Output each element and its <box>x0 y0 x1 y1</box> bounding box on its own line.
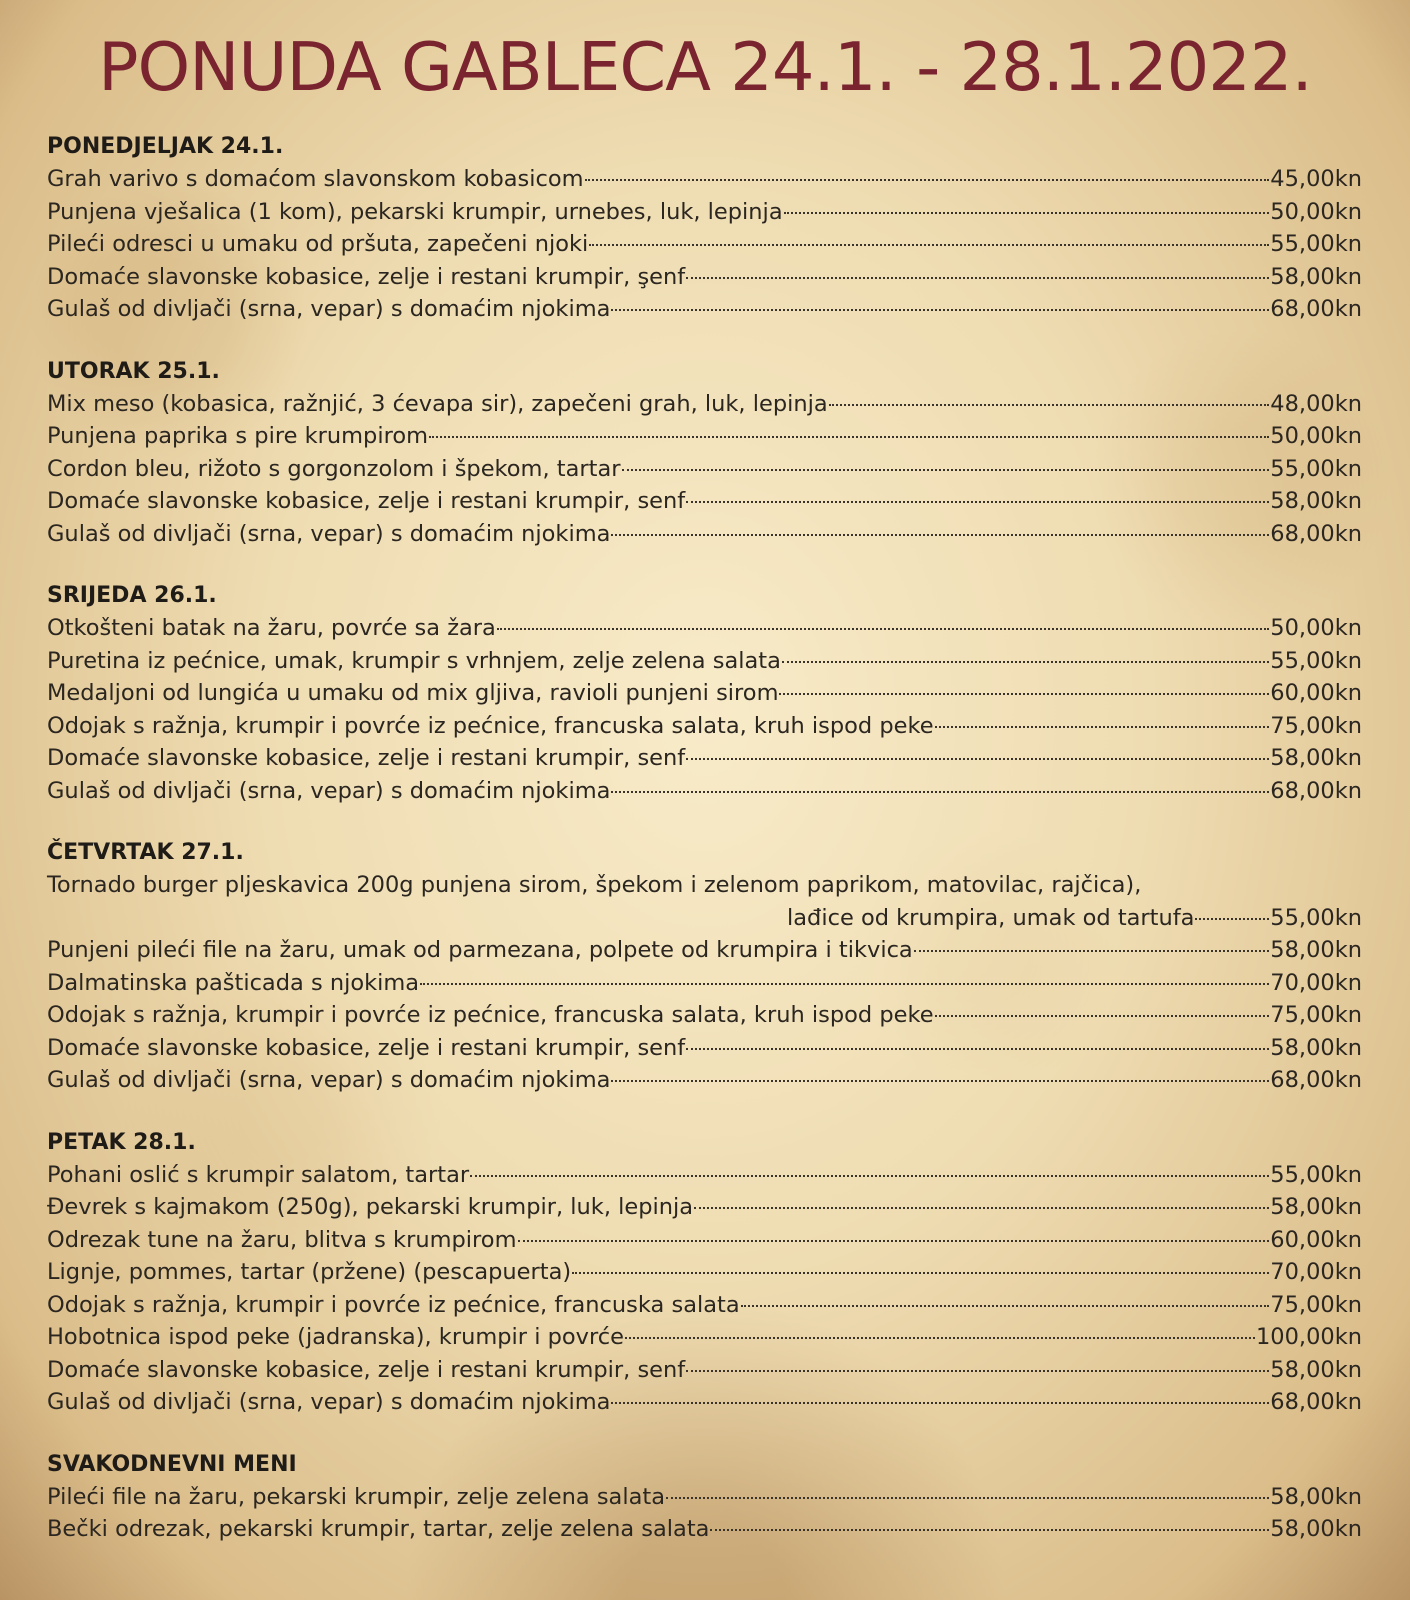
dot-leader <box>779 693 1269 695</box>
dot-leader <box>686 501 1269 503</box>
menu-item-price: 55,00kn <box>1270 904 1362 931</box>
menu-item-price: 58,00kn <box>1270 1194 1362 1220</box>
dot-leader <box>622 469 1270 471</box>
dot-leader <box>585 179 1270 181</box>
menu-item-name: Pileći odresci u umaku od pršuta, zapečeni njoki <box>47 231 589 257</box>
day-heading: SRIJEDA 26.1. <box>47 583 217 608</box>
menu-item <box>47 518 1362 551</box>
dot-leader <box>710 1529 1269 1531</box>
menu-item <box>47 1159 1362 1192</box>
menu-item <box>47 485 1362 518</box>
menu-item-price: 75,00kn <box>1270 712 1362 739</box>
menu-item-price: 55,00kn <box>1270 231 1362 257</box>
menu-item-name: Punjeni pileći file na žaru, umak od parmezana, polpete od krumpira i tikvica <box>47 937 913 963</box>
dot-leader <box>1195 918 1269 920</box>
menu-item-price: 70,00kn <box>1270 1259 1362 1285</box>
menu-item <box>47 163 1362 196</box>
menu-item <box>47 196 1362 229</box>
menu-item-name: Gulaš od divljači (srna, vepar) s domaćim njokima <box>47 1067 611 1093</box>
menu-item-name: Grah varivo s domaćom slavonskom kobasicom <box>47 166 584 192</box>
menu-item-name: Punjena vješalica (1 kom), pekarski krumpir, urnebes, luk, lepinja <box>47 198 783 225</box>
menu-item <box>47 710 1362 743</box>
menu-item-name: Mix meso (kobasica, ražnjić, 3 ćevapa sir), zapečeni grah, luk, lepinja <box>47 390 828 417</box>
menu-item-price: 58,00kn <box>1270 1356 1362 1383</box>
dot-leader <box>611 1080 1269 1082</box>
menu-item-price: 50,00kn <box>1270 615 1362 641</box>
menu-item-name: Domaće slavonske kobasice, zelje i restani krumpir, şenf <box>47 263 686 290</box>
menu-item-price: 68,00kn <box>1270 296 1362 322</box>
menu-item-price: 58,00kn <box>1270 1483 1362 1510</box>
menu-item-price: 75,00kn <box>1270 1291 1362 1318</box>
menu-item <box>47 775 1362 808</box>
dot-leader <box>686 758 1269 760</box>
menu-item-price: 60,00kn <box>1270 1226 1362 1253</box>
day-heading: PONEDJELJAK 24.1. <box>47 134 284 159</box>
dot-leader <box>829 404 1270 406</box>
day-heading: UTORAK 25.1. <box>47 358 220 384</box>
menu-item-name: Hobotnica ispod peke (jadranska), krumpir i povrće <box>47 1324 624 1350</box>
menu-item <box>47 1256 1362 1289</box>
menu-item-name: Domaće slavonske kobasice, zelje i restani krumpir, senf <box>47 488 686 514</box>
dot-leader <box>589 244 1269 246</box>
menu-item-price: 68,00kn <box>1270 520 1362 547</box>
menu-item-price: 70,00kn <box>1270 969 1362 996</box>
menu-item-name: Gulaš od divljači (srna, vepar) s domaćim njokima <box>47 777 611 804</box>
day-heading: PETAK 28.1. <box>47 1129 196 1155</box>
menu-item <box>47 261 1362 294</box>
menu-item <box>47 228 1362 261</box>
dot-leader <box>935 726 1270 728</box>
menu-item-price: 58,00kn <box>1270 937 1362 963</box>
menu-item-name-continued: lađice od krumpira, umak od tartufa <box>787 904 1195 931</box>
menu-item-name: Domaće slavonske kobasice, zelje i restani krumpir, senf <box>47 745 686 771</box>
menu-item-price: 55,00kn <box>1270 647 1362 674</box>
dot-leader <box>518 1240 1270 1242</box>
menu-item-price: 68,00kn <box>1270 1389 1362 1415</box>
dot-leader <box>611 309 1269 311</box>
menu-item-price: 48,00kn <box>1270 390 1362 417</box>
menu-item-name: Odojak s ražnja, krumpir i povrće iz pećnice, francuska salata, kruh ispod peke <box>47 1002 934 1028</box>
menu-item <box>47 612 1362 645</box>
dot-leader <box>741 1305 1270 1307</box>
menu-item <box>47 388 1362 421</box>
dot-leader <box>784 212 1270 214</box>
menu-item <box>47 293 1362 326</box>
menu-item <box>47 1289 1362 1322</box>
menu-item-price: 100,00kn <box>1255 1324 1362 1350</box>
menu-section <box>47 836 1362 1097</box>
menu-item <box>47 742 1362 775</box>
menu-item <box>47 677 1362 710</box>
menu-section <box>47 1448 1362 1546</box>
menu-list <box>47 130 1362 1575</box>
menu-item-price: 75,00kn <box>1270 1002 1362 1028</box>
menu-item <box>47 934 1362 967</box>
dot-leader <box>666 1497 1269 1499</box>
menu-item <box>47 967 1362 1000</box>
menu-item-price: 50,00kn <box>1270 423 1362 449</box>
menu-item-name: Odojak s ražnja, krumpir i povrće iz pećnice, francuska salata <box>47 1291 740 1318</box>
menu-item-price: 55,00kn <box>1270 1161 1362 1188</box>
menu-item <box>47 645 1362 678</box>
menu-item-price: 58,00kn <box>1270 488 1362 514</box>
dot-leader <box>686 1048 1269 1050</box>
menu-item-price: 68,00kn <box>1270 1067 1362 1093</box>
dot-leader <box>420 983 1269 985</box>
menu-item <box>47 1481 1362 1514</box>
menu-item-name: Pileći file na žaru, pekarski krumpir, zelje zelena salata <box>47 1483 665 1510</box>
dot-leader <box>935 1015 1270 1017</box>
page-title: PONUDA GABLECA 24.1. - 28.1.2022. <box>98 28 1312 106</box>
dot-leader <box>694 1207 1269 1209</box>
menu-item-name: Domaće slavonske kobasice, zelje i restani krumpir, senf <box>47 1356 686 1383</box>
menu-item-name: Bečki odrezak, pekarski krumpir, tartar, zelje zelena salata <box>47 1516 710 1542</box>
menu-item-name: Punjena paprika s pire krumpirom <box>47 423 429 449</box>
menu-item-name: Otkošteni batak na žaru, povrće sa žara <box>47 615 496 641</box>
dot-leader <box>470 1175 1269 1177</box>
menu-item-price: 45,00kn <box>1270 166 1362 192</box>
dot-leader <box>611 1402 1269 1404</box>
menu-item-price: 58,00kn <box>1270 263 1362 290</box>
dot-leader <box>686 277 1269 279</box>
dot-leader <box>782 661 1269 663</box>
menu-item-name: Cordon bleu, rižoto s gorgonzolom i špekom, tartar <box>47 455 621 482</box>
menu-item <box>47 1191 1362 1224</box>
dot-leader <box>572 1272 1269 1274</box>
dot-leader <box>497 628 1269 630</box>
menu-section <box>47 130 1362 326</box>
dot-leader <box>914 950 1270 952</box>
menu-item <box>47 1386 1362 1419</box>
dot-leader <box>611 791 1269 793</box>
menu-item-name: Domaće slavonske kobasice, zelje i restani krumpir, senf <box>47 1034 686 1061</box>
menu-section <box>47 579 1362 807</box>
menu-item-price: 60,00kn <box>1270 680 1362 706</box>
menu-item <box>47 1513 1362 1546</box>
menu-item-price: 58,00kn <box>1270 1034 1362 1061</box>
menu-item <box>47 999 1362 1032</box>
menu-item <box>47 1224 1362 1257</box>
menu-item-price: 58,00kn <box>1270 745 1362 771</box>
menu-item <box>47 1064 1362 1097</box>
dot-leader <box>611 534 1269 536</box>
menu-item <box>47 1321 1362 1354</box>
dot-leader <box>625 1337 1255 1339</box>
menu-item-name: Tornado burger pljeskavica 200g punjena sirom, špekom i zelenom paprikom, matovilac, rajčica), <box>47 872 1142 898</box>
menu-item-price: 50,00kn <box>1270 198 1362 225</box>
menu-item <box>47 1032 1362 1065</box>
menu-item-name: Gulaš od divljači (srna, vepar) s domaćim njokima <box>47 296 611 322</box>
menu-item-name: Pohani oslić s krumpir salatom, tartar <box>47 1161 470 1188</box>
menu-item-price: 68,00kn <box>1270 777 1362 804</box>
menu-item-name: Puretina iz pećnice, umak, krumpir s vrhnjem, zelje zelena salata <box>47 647 781 674</box>
menu-item-price: 55,00kn <box>1270 455 1362 482</box>
menu-item-name: Odrezak tune na žaru, blitva s krumpirom <box>47 1226 517 1253</box>
menu-item <box>47 420 1362 453</box>
menu-item-price: 58,00kn <box>1270 1516 1362 1542</box>
menu-item <box>47 453 1362 486</box>
menu-item-name: Dalmatinska pašticada s njokima <box>47 969 420 996</box>
dot-leader <box>686 1370 1269 1372</box>
day-heading: SVAKODNEVNI MENI <box>47 1451 297 1477</box>
menu-item-name: Lignje, pommes, tartar (pržene) (pescapuerta) <box>47 1259 572 1285</box>
dot-leader <box>429 436 1269 438</box>
menu-item-name: Gulaš od divljači (srna, vepar) s domaćim njokima <box>47 1389 611 1415</box>
menu-section <box>47 355 1362 551</box>
menu-item-name: Đevrek s kajmakom (250g), pekarski krumpir, luk, lepinja <box>47 1194 694 1220</box>
menu-item-name: Medaljoni od lungića u umaku od mix gljiva, ravioli punjeni sirom <box>47 680 779 706</box>
menu-item-continuation <box>47 902 1362 935</box>
day-heading: ČETVRTAK 27.1. <box>47 840 244 865</box>
menu-item <box>47 1354 1362 1387</box>
menu-item-name: Gulaš od divljači (srna, vepar) s domaćim njokima <box>47 520 611 547</box>
menu-item <box>47 869 1362 902</box>
menu-section <box>47 1126 1362 1419</box>
menu-item-name: Odojak s ražnja, krumpir i povrće iz pećnice, francuska salata, kruh ispod peke <box>47 712 934 739</box>
